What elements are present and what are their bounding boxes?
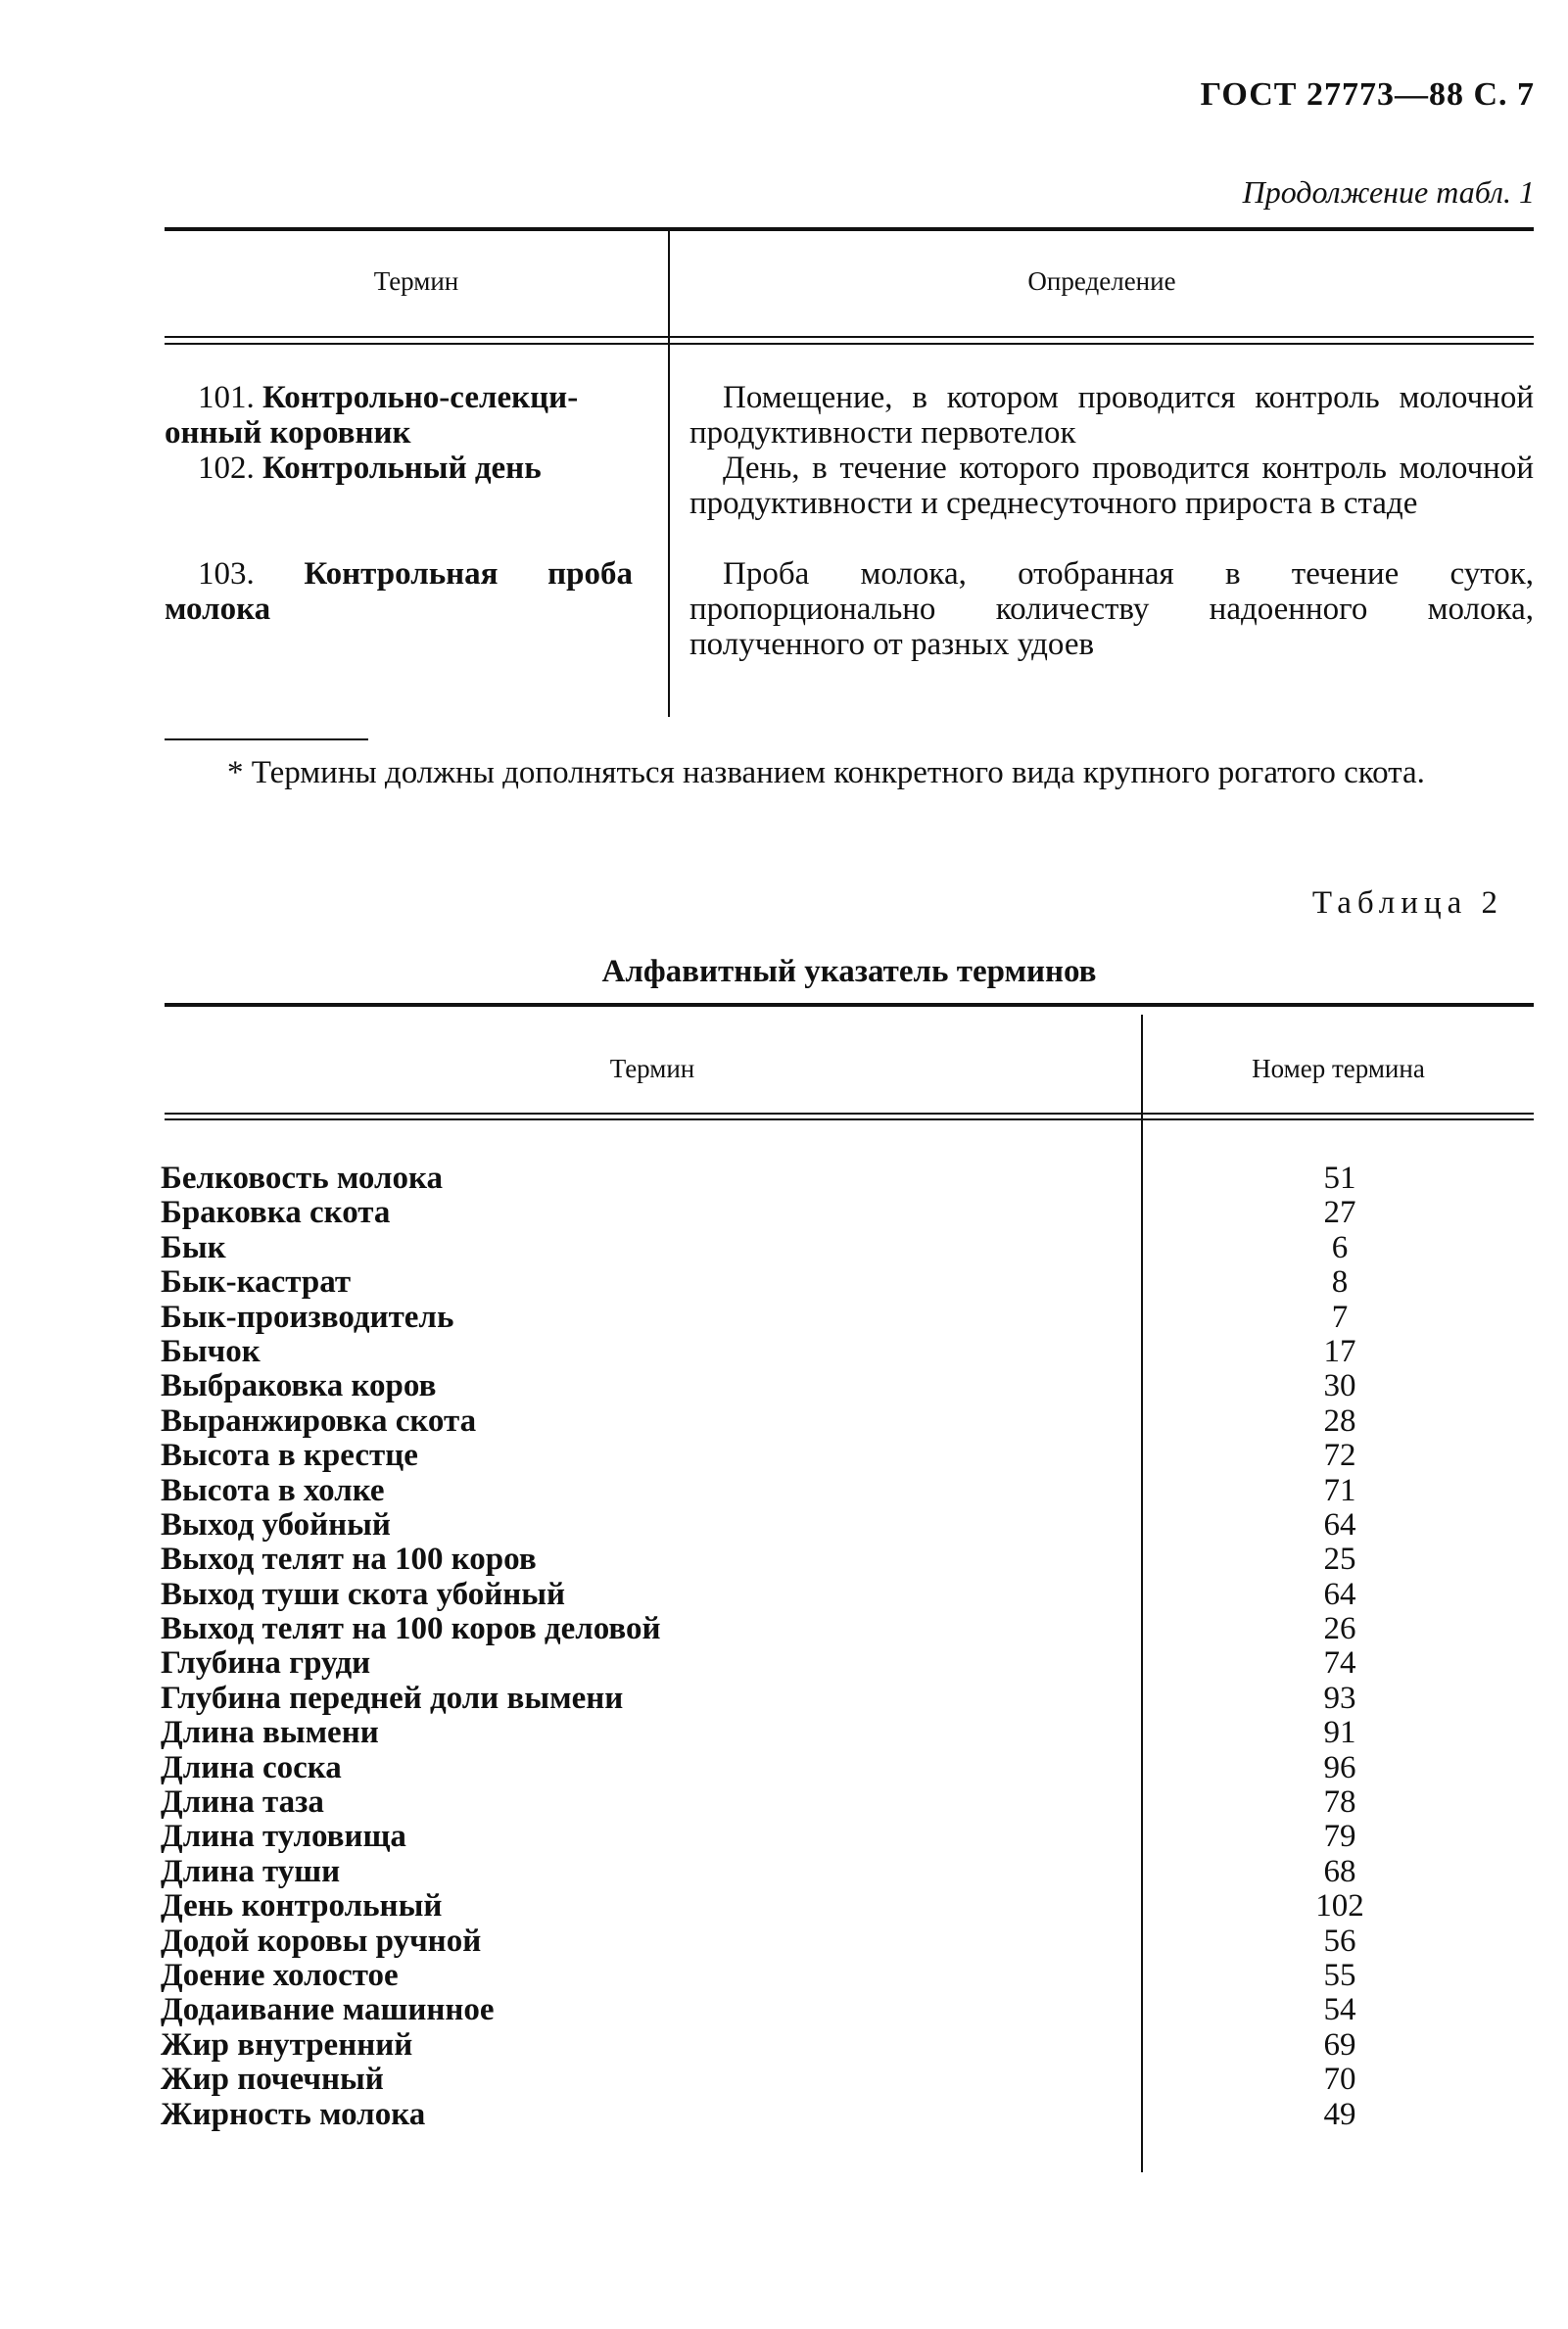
table2-row-number: 7 <box>1331 1299 1349 1335</box>
table2-row-number: 30 <box>1323 1368 1356 1404</box>
table2-row-number: 6 <box>1331 1229 1349 1265</box>
table-continuation-label: Продолжение табл. 1 <box>1242 174 1535 210</box>
footnote-rule <box>165 738 368 740</box>
table2-row-term: Глубина передней доли вымени <box>161 1680 624 1716</box>
footnote: * Термины должны дополняться названием конкретного вида крупного рогатого скота. <box>227 755 1425 790</box>
table2-row-number: 26 <box>1323 1611 1356 1647</box>
table2-row-number: 70 <box>1323 2062 1356 2098</box>
table1-top-rule <box>165 227 1534 231</box>
table1-row-102-definition: День, в течение которого проводится контроль молочной продуктивности и среднесуточного прироста в стаде <box>689 451 1534 521</box>
table2-row-number: 72 <box>1323 1438 1356 1474</box>
table2-title: Алфавитный указатель терминов <box>601 954 1097 989</box>
table2-row-number: 55 <box>1323 1957 1356 1993</box>
table1-row-103-definition: Проба молока, отобранная в течение суток, пропорционально количеству надоенного молока, полученного от разных удоев <box>689 556 1534 662</box>
table2-header-rule-double <box>165 1118 1534 1120</box>
table2-number-list <box>1146 1162 1534 2132</box>
table2-row-number: 49 <box>1323 2096 1356 2132</box>
table2-row-number: 54 <box>1323 1992 1356 2028</box>
table2-row-term: Длина соска <box>161 1749 342 1785</box>
table2-header-rule <box>165 1113 1534 1115</box>
table1-row-101-definition: Помещение, в котором проводится контроль молочной продуктивности первотелок <box>689 380 1534 451</box>
table2-row-number: 17 <box>1323 1333 1356 1369</box>
table1-row-number: 101. <box>198 380 255 415</box>
table2-row-number: 27 <box>1323 1195 1356 1231</box>
table1-row-number: 102. <box>198 451 255 486</box>
table2-row-term: Доение холостое <box>161 1957 399 1993</box>
table2-row-term: Жир внутренний <box>161 2026 413 2063</box>
table2-row-term: Жирность молока <box>161 2096 426 2132</box>
table1-header-rule-double <box>165 343 1534 345</box>
table1-row-101-term <box>165 380 644 451</box>
table2-row-term: Длина таза <box>161 1784 324 1821</box>
table2-row-term: Длина туши <box>161 1853 341 1889</box>
table2-row-term: Выход телят на 100 коров деловой <box>161 1611 661 1647</box>
table2-row-number: 91 <box>1323 1715 1356 1751</box>
table2-row-number: 71 <box>1323 1472 1356 1508</box>
table1-header-definition: Определение <box>1027 266 1176 296</box>
table2-row-term: Белковость молока <box>161 1161 444 1196</box>
table2-row-number: 96 <box>1323 1749 1356 1785</box>
table2-row-term: Длина туловища <box>161 1819 406 1855</box>
table2-top-rule <box>165 1003 1534 1007</box>
table2-row-number: 78 <box>1323 1784 1356 1821</box>
table2-row-term: Высота в крестце <box>161 1438 418 1474</box>
table2-row-number: 8 <box>1331 1264 1349 1301</box>
table2-row-number: 51 <box>1323 1161 1356 1196</box>
table2-row-term: День контрольный <box>161 1888 443 1925</box>
table2-caption: Таблица 2 <box>1311 885 1503 921</box>
table2-row-number: 69 <box>1323 2026 1356 2063</box>
table1-term-label: Контрольно-селекционный коровник <box>165 380 579 451</box>
table2-row-number: 79 <box>1323 1819 1356 1855</box>
table2-row-term: Бык-производитель <box>161 1299 454 1335</box>
table2-row-term: Выход телят на 100 коров <box>161 1542 537 1578</box>
table1-term-label: Контрольный день <box>262 451 542 486</box>
table2-row-term: Додой коровы ручной <box>161 1923 482 1959</box>
table2-row-term: Глубина груди <box>161 1645 371 1682</box>
table2-row-term: Бык <box>161 1229 226 1265</box>
table2-header-term: Термин <box>609 1054 695 1083</box>
table1-term-label: Контрольная проба молока <box>165 556 633 627</box>
table2-row-term: Бычок <box>161 1333 261 1369</box>
table2-row-number: 74 <box>1323 1645 1356 1682</box>
table1-header-rule <box>165 336 1534 338</box>
table2-row-number: 56 <box>1323 1923 1356 1959</box>
table2-row-term: Выбраковка коров <box>161 1368 437 1404</box>
table1-column-divider <box>668 227 670 717</box>
table2-row-term: Выход убойный <box>161 1506 391 1543</box>
table1-header-term: Термин <box>373 266 459 296</box>
table2-row-number: 28 <box>1323 1402 1356 1439</box>
table2-row-number: 64 <box>1323 1576 1356 1612</box>
table2-header-number: Номер термина <box>1252 1054 1425 1083</box>
table2-row-number: 64 <box>1323 1506 1356 1543</box>
table2-row-term: Браковка скота <box>161 1195 391 1231</box>
table2-row-term: Бык-кастрат <box>161 1264 352 1301</box>
table1-row-102-term <box>165 451 644 486</box>
table2-row-number: 68 <box>1323 1853 1356 1889</box>
table1-row-number: 103. <box>198 556 255 592</box>
page-header: ГОСТ 27773—88 С. 7 <box>1200 76 1535 113</box>
table2-term-list <box>161 1162 1142 2132</box>
table2-row-number: 102 <box>1315 1888 1364 1925</box>
table2-row-term: Высота в холке <box>161 1472 385 1508</box>
table2-row-term: Выранжировка скота <box>161 1402 477 1439</box>
table2-row-term: Жир почечный <box>161 2062 384 2098</box>
table2-row-term: Длина вымени <box>161 1715 379 1751</box>
table2-row-number: 93 <box>1323 1680 1356 1716</box>
table1-row-103-term <box>165 556 633 627</box>
table2-row-term: Додаивание машинное <box>161 1992 495 2028</box>
table2-row-term: Выход туши скота убойный <box>161 1576 565 1612</box>
table2-row-number: 25 <box>1323 1542 1356 1578</box>
